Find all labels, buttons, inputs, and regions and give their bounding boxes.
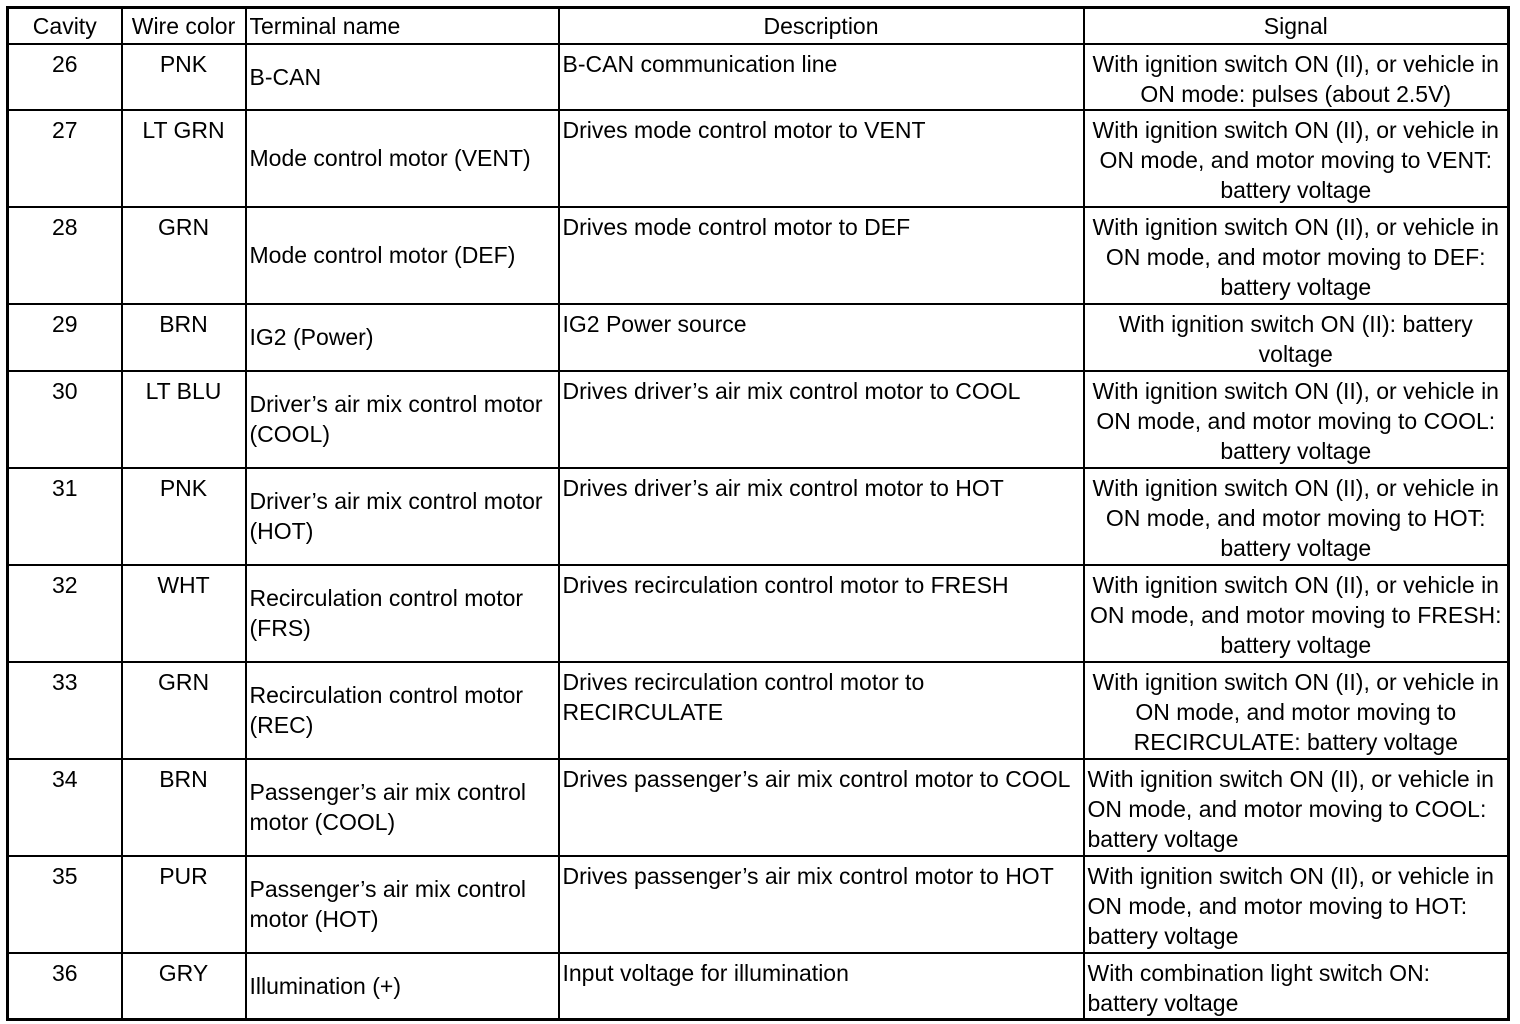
description-cell: Drives recirculation control motor to FRESH xyxy=(559,565,1084,662)
cavity-cell: 34 xyxy=(8,759,122,856)
signal-cell: With ignition switch ON (II), or vehicle in ON mode, and motor moving to DEF: battery voltage xyxy=(1084,207,1509,304)
terminal-name-cell: Mode control motor (VENT) xyxy=(246,110,559,207)
wire-color-cell: GRY xyxy=(122,953,246,1020)
wire-color-cell: LT GRN xyxy=(122,110,246,207)
terminal-table xyxy=(6,6,1510,1021)
description-cell: Drives recirculation control motor to RECIRCULATE xyxy=(559,662,1084,759)
cavity-cell: 32 xyxy=(8,565,122,662)
terminal-name-cell: Mode control motor (DEF) xyxy=(246,207,559,304)
terminal-name-cell: B-CAN xyxy=(246,44,559,110)
cavity-cell: 30 xyxy=(8,371,122,468)
wire-color-cell: PNK xyxy=(122,44,246,110)
table-row xyxy=(8,304,1509,371)
terminal-name-cell: Recirculation control motor (FRS) xyxy=(246,565,559,662)
cavity-cell: 26 xyxy=(8,44,122,110)
header-signal: Signal xyxy=(1084,8,1509,44)
signal-cell: With ignition switch ON (II), or vehicle in ON mode, and motor moving to RECIRCULATE: battery voltage xyxy=(1084,662,1509,759)
cavity-cell: 27 xyxy=(8,110,122,207)
signal-cell: With ignition switch ON (II): battery voltage xyxy=(1084,304,1509,371)
cavity-cell: 31 xyxy=(8,468,122,565)
description-cell: Drives driver’s air mix control motor to HOT xyxy=(559,468,1084,565)
cavity-cell: 33 xyxy=(8,662,122,759)
description-cell: IG2 Power source xyxy=(559,304,1084,371)
header-cavity: Cavity xyxy=(8,8,122,44)
cavity-cell: 36 xyxy=(8,953,122,1020)
table-row xyxy=(8,662,1509,759)
table-row xyxy=(8,44,1509,110)
terminal-name-cell: Passenger’s air mix control motor (COOL) xyxy=(246,759,559,856)
table-row xyxy=(8,110,1509,207)
table-row xyxy=(8,207,1509,304)
description-cell: Drives passenger’s air mix control motor to COOL xyxy=(559,759,1084,856)
wire-color-cell: BRN xyxy=(122,304,246,371)
signal-cell: With ignition switch ON (II), or vehicle in ON mode: pulses (about 2.5V) xyxy=(1084,44,1509,110)
terminal-name-cell: Recirculation control motor (REC) xyxy=(246,662,559,759)
terminal-name-cell: Driver’s air mix control motor (HOT) xyxy=(246,468,559,565)
cavity-cell: 35 xyxy=(8,856,122,953)
wire-color-cell: LT BLU xyxy=(122,371,246,468)
wire-color-cell: GRN xyxy=(122,662,246,759)
table-row xyxy=(8,371,1509,468)
header-row xyxy=(8,8,1509,44)
terminal-name-cell: IG2 (Power) xyxy=(246,304,559,371)
cavity-cell: 29 xyxy=(8,304,122,371)
description-cell: Input voltage for illumination xyxy=(559,953,1084,1020)
table-row xyxy=(8,856,1509,953)
signal-cell: With ignition switch ON (II), or vehicle in ON mode, and motor moving to COOL: battery voltage xyxy=(1084,371,1509,468)
wire-color-cell: WHT xyxy=(122,565,246,662)
terminal-name-cell: Driver’s air mix control motor (COOL) xyxy=(246,371,559,468)
description-cell: B-CAN communication line xyxy=(559,44,1084,110)
header-wire-color: Wire color xyxy=(122,8,246,44)
terminal-name-cell: Passenger’s air mix control motor (HOT) xyxy=(246,856,559,953)
cavity-cell: 28 xyxy=(8,207,122,304)
table-row xyxy=(8,468,1509,565)
table-row xyxy=(8,759,1509,856)
wire-color-cell: PNK xyxy=(122,468,246,565)
signal-cell: With ignition switch ON (II), or vehicle in ON mode, and motor moving to COOL: battery voltage xyxy=(1084,759,1509,856)
description-cell: Drives driver’s air mix control motor to COOL xyxy=(559,371,1084,468)
signal-cell: With ignition switch ON (II), or vehicle in ON mode, and motor moving to HOT: battery voltage xyxy=(1084,468,1509,565)
signal-cell: With ignition switch ON (II), or vehicle in ON mode, and motor moving to FRESH: battery voltage xyxy=(1084,565,1509,662)
signal-cell: With ignition switch ON (II), or vehicle in ON mode, and motor moving to HOT: battery voltage xyxy=(1084,856,1509,953)
header-terminal-name: Terminal name xyxy=(246,8,559,44)
table-row xyxy=(8,953,1509,1020)
wire-color-cell: BRN xyxy=(122,759,246,856)
terminal-name-cell: Illumination (+) xyxy=(246,953,559,1020)
wire-color-cell: PUR xyxy=(122,856,246,953)
wire-color-cell: GRN xyxy=(122,207,246,304)
table-row xyxy=(8,565,1509,662)
header-description: Description xyxy=(559,8,1084,44)
description-cell: Drives passenger’s air mix control motor to HOT xyxy=(559,856,1084,953)
signal-cell: With combination light switch ON: battery voltage xyxy=(1084,953,1509,1020)
signal-cell: With ignition switch ON (II), or vehicle in ON mode, and motor moving to VENT: battery voltage xyxy=(1084,110,1509,207)
description-cell: Drives mode control motor to VENT xyxy=(559,110,1084,207)
description-cell: Drives mode control motor to DEF xyxy=(559,207,1084,304)
